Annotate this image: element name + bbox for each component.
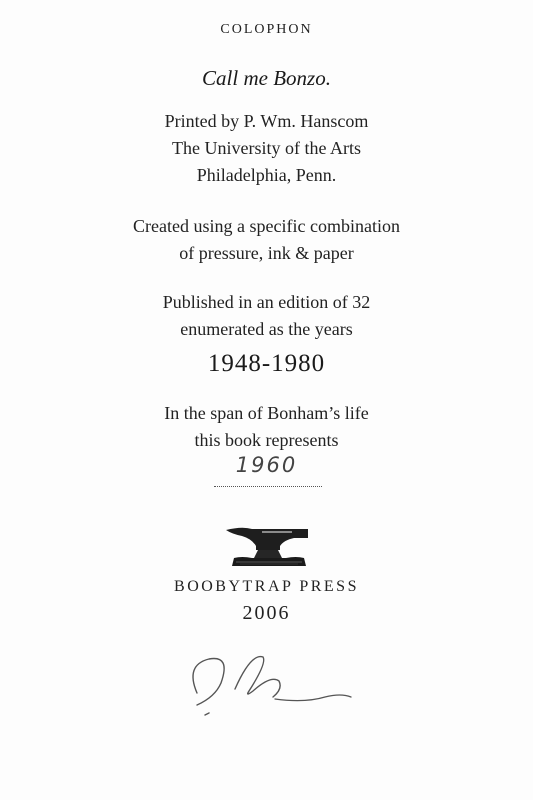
- location-line: Philadelphia, Penn.: [196, 165, 337, 185]
- years-range: 1948-1980: [207, 350, 326, 377]
- colophon-heading: COLOPHON: [220, 22, 313, 37]
- dotted-rule: [214, 486, 322, 487]
- method-block: [0, 213, 533, 267]
- span-line-2: this book represents: [194, 430, 339, 450]
- span-block: [0, 400, 533, 454]
- edition-block: [0, 289, 533, 343]
- institution-line: The University of the Arts: [172, 138, 361, 158]
- span-line-1: In the span of Bonham’s life: [164, 403, 369, 423]
- method-line-1: Created using a specific combination: [133, 216, 400, 236]
- handwritten-year: 1960: [235, 453, 298, 477]
- signature-mark: [175, 645, 375, 725]
- edition-line-2: enumerated as the years: [180, 319, 353, 339]
- press-name: BOOBYTRAP PRESS: [174, 578, 359, 595]
- printer-block: [0, 108, 533, 189]
- printer-line: Printed by P. Wm. Hanscom: [164, 111, 369, 131]
- press-year: 2006: [242, 602, 291, 624]
- edition-line-1: Published in an edition of 32: [162, 292, 371, 312]
- anvil-icon: [222, 520, 314, 568]
- book-title: Call me Bonzo.: [202, 66, 331, 90]
- method-line-2: of pressure, ink & paper: [179, 243, 354, 263]
